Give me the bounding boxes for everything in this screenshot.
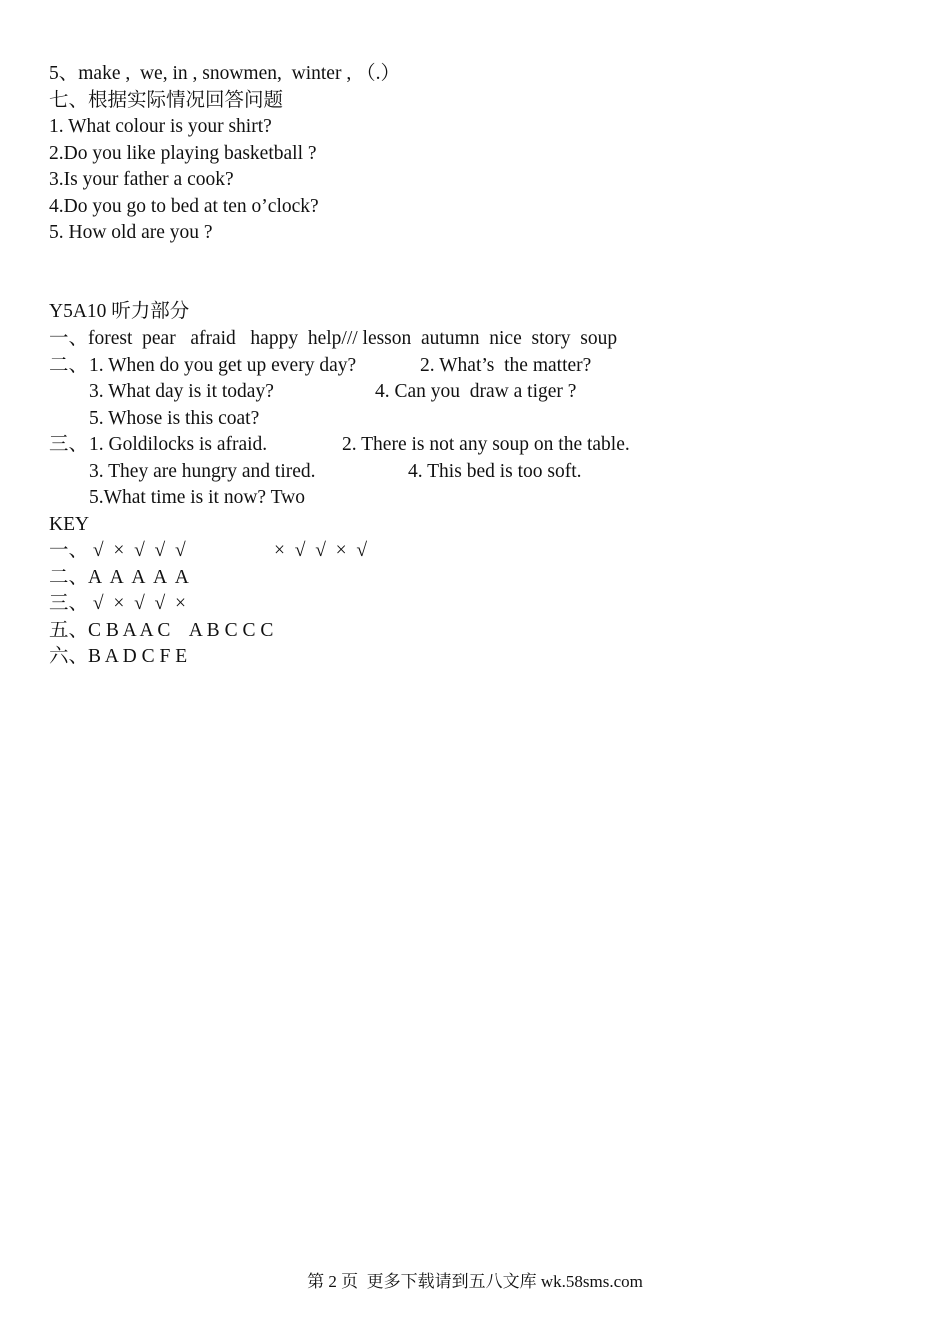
- question-4: 4.Do you go to bed at ten o’clock?: [49, 196, 319, 217]
- key-part-5: 五、C B A A C A B C C C: [49, 620, 274, 641]
- listening-part-2-q5: 5. Whose is this coat?: [89, 408, 260, 429]
- key-part-2: 二、A A A A A: [49, 567, 189, 588]
- listening-part-3-s5: 5.What time is it now? Two: [89, 487, 305, 508]
- key-title: KEY: [49, 514, 90, 535]
- section-7-title: 七、根据实际情况回答问题: [49, 90, 284, 111]
- key-part-3: 三、 √ × √ √ ×: [49, 593, 186, 614]
- listening-part-2-label: 二、: [49, 355, 89, 376]
- listening-part-3-s1: 1. Goldilocks is afraid.: [89, 434, 268, 455]
- question-5: 5. How old are you ?: [49, 222, 213, 243]
- listening-part-3-label: 三、: [49, 434, 89, 455]
- question-3: 3.Is your father a cook?: [49, 169, 234, 190]
- listening-part-2-q4: 4. Can you draw a tiger ?: [375, 381, 577, 402]
- exercise-item-5: 5、make , we, in , snowmen, winter , （.）: [49, 63, 400, 84]
- key-part-1-a: 一、 √ × √ √ √: [49, 540, 186, 561]
- listening-part-1: 一、forest pear afraid happy help/// lesson autumn nice story soup: [49, 328, 618, 349]
- listening-part-2-q3: 3. What day is it today?: [89, 381, 274, 402]
- listening-part-3-s2: 2. There is not any soup on the table.: [342, 434, 630, 455]
- listening-part-2-q1: 1. When do you get up every day?: [89, 355, 357, 376]
- listening-part-2-q2: 2. What’s the matter?: [420, 355, 592, 376]
- page-footer: 第 2 页 更多下载请到五八文库 wk.58sms.com: [307, 1272, 643, 1291]
- question-2: 2.Do you like playing basketball ?: [49, 143, 317, 164]
- listening-part-3-s3: 3. They are hungry and tired.: [89, 461, 316, 482]
- key-part-6: 六、B A D C F E: [49, 646, 188, 667]
- key-part-1-b: × √ √ × √: [274, 540, 368, 561]
- question-1: 1. What colour is your shirt?: [49, 116, 272, 137]
- listening-title: Y5A10 听力部分: [49, 301, 190, 322]
- listening-part-3-s4: 4. This bed is too soft.: [408, 461, 582, 482]
